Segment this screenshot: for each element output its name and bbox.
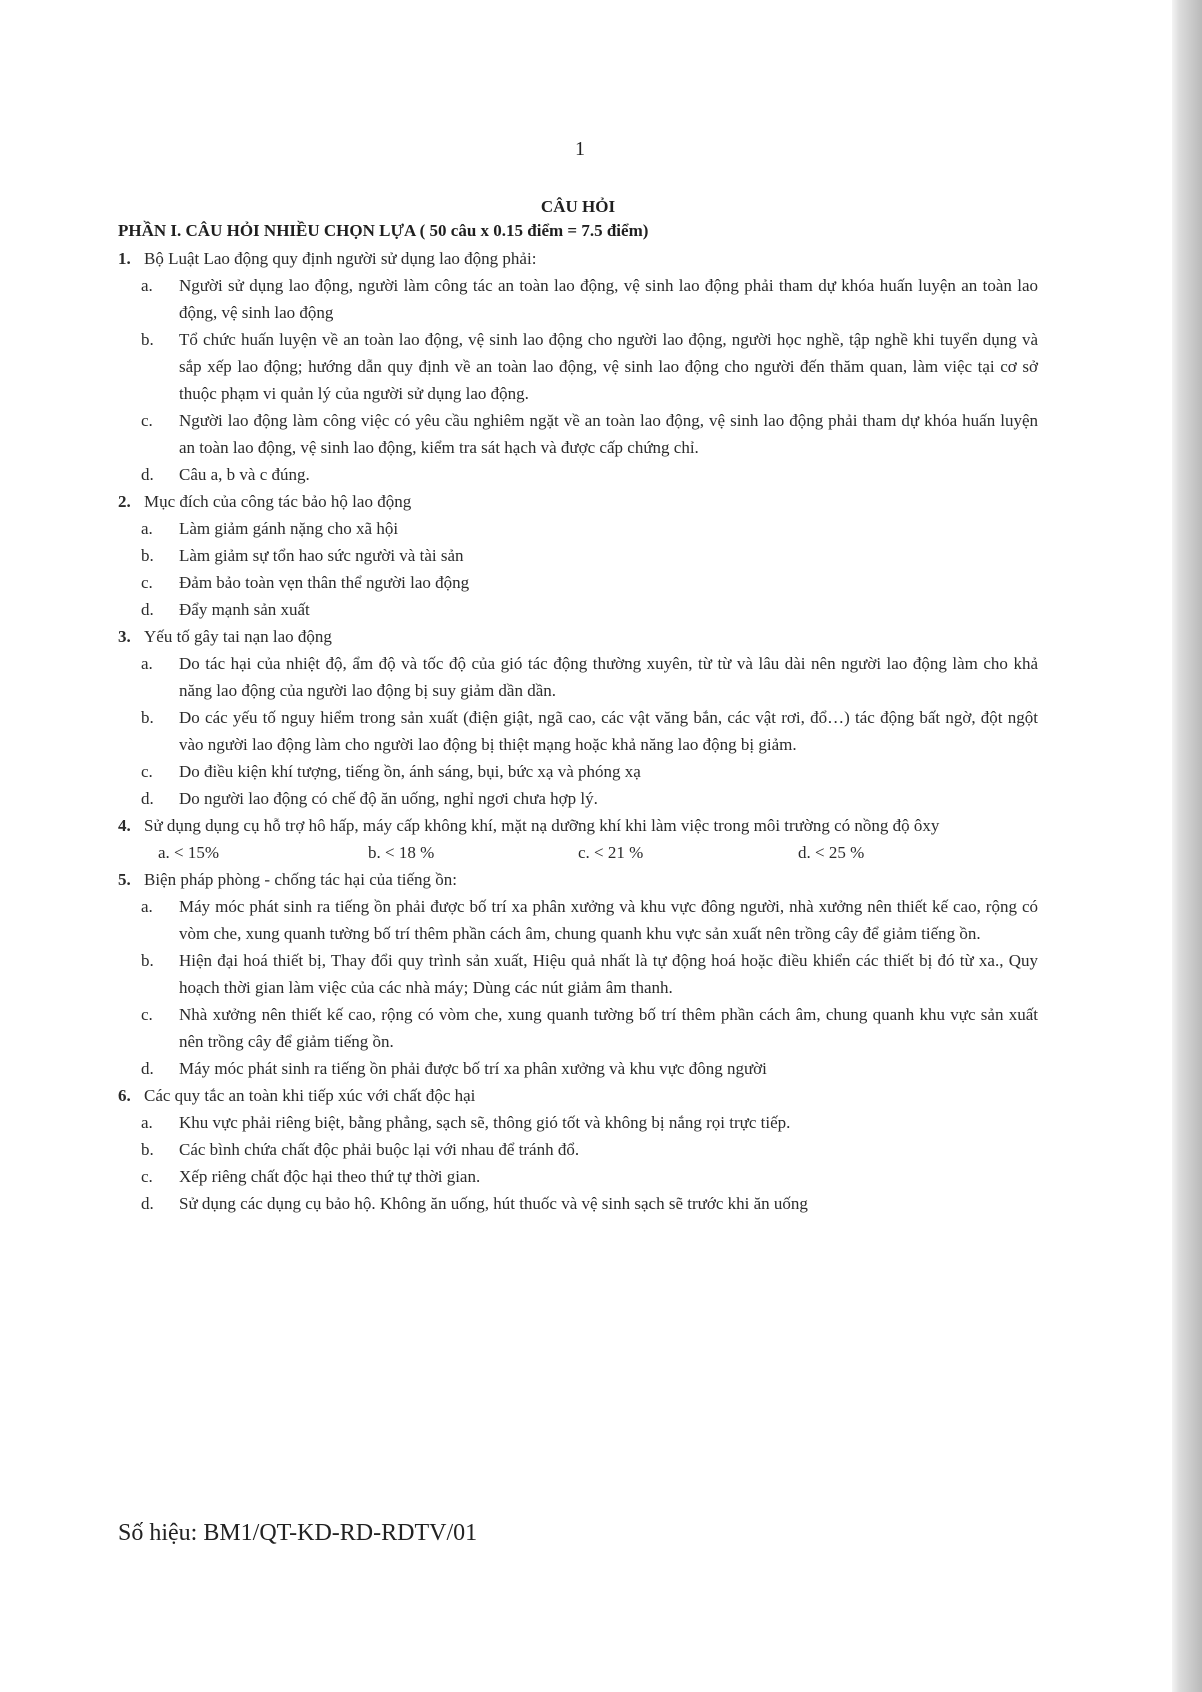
question-text: Mục đích của công tác bảo hộ lao động [144,492,412,511]
option-letter: a. [141,519,153,538]
option-text: Đảm bảo toàn vẹn thân thể người lao động [179,573,470,592]
option-text: Sử dụng các dụng cụ bảo hộ. Không ăn uống, hút thuốc và vệ sinh sạch sẽ trước khi ăn uống [179,1194,808,1213]
question-block [118,488,1038,623]
answer-option [138,785,1038,812]
answer-option [138,326,1038,407]
answer-option [138,515,1038,542]
question-number: 4. [118,816,131,835]
page-title: CÂU HỎI [540,197,616,216]
question-stem [118,1082,1038,1109]
answer-option [138,1163,1038,1190]
answer-option: b. < 18 % [368,843,435,862]
answer-option [138,947,1038,1001]
answer-option [138,1190,1038,1217]
option-text: Làm giảm sự tổn hao sức người và tài sản [179,546,464,565]
answer-option [138,569,1038,596]
option-letter: d. [141,1194,154,1213]
option-text: Do người lao động có chế độ ăn uống, nghỉ ngơi chưa hợp lý. [179,789,598,808]
option-letter: c. [141,573,153,592]
answer-option: c. < 21 % [578,843,644,862]
answer-option: d. < 25 % [798,843,865,862]
option-text: Do điều kiện khí tượng, tiếng ồn, ánh sáng, bụi, bức xạ và phóng xạ [179,762,641,781]
question-block [118,623,1038,812]
question-text: Biện pháp phòng - chống tác hại của tiếng ồn: [144,870,457,889]
answer-option [138,650,1038,704]
option-text: Đẩy mạnh sản xuất [179,600,310,619]
option-letter: c. [141,762,153,781]
question-stem [118,812,1038,839]
option-text: Máy móc phát sinh ra tiếng ồn phải được bố trí xa phân xưởng và khu vực đông người [179,1059,767,1078]
document-code-footer: Số hiệu: BM1/QT-KD-RD-RDTV/01 [118,1520,478,1546]
option-letter: b. [141,330,154,349]
answer-option [138,1109,1038,1136]
page-number: 1 [575,138,585,160]
question-stem [118,623,1038,650]
option-text: Câu a, b và c đúng. [179,465,310,484]
option-letter: d. [141,465,154,484]
question-block [118,812,1038,866]
section-heading: PHẦN I. CÂU HỎI NHIỀU CHỌN LỰA ( 50 câu x 0.15 điểm = 7.5 điểm) [118,221,649,240]
question-number: 6. [118,1086,131,1105]
answer-option [138,1136,1038,1163]
option-letter: a. [141,1113,153,1132]
option-letter: c. [141,1005,153,1024]
question-number: 3. [118,627,131,646]
question-text: Sử dụng dụng cụ hỗ trợ hô hấp, máy cấp không khí, mặt nạ dưỡng khí khi làm việc trong môi trường có nồng độ ôxy [144,816,940,835]
answer-option [138,272,1038,326]
question-stem [118,245,1038,272]
option-text: Do tác hại của nhiệt độ, ẩm độ và tốc độ của gió tác động thường xuyên, từ từ và lâu dài nên người lao động làm cho khả năng lao động của người lao động bị suy giảm dần dần. [179,654,1038,700]
question-number: 2. [118,492,131,511]
option-text: Khu vực phải riêng biệt, bằng phẳng, sạch sẽ, thông gió tốt và không bị nắng rọi trực tiếp. [179,1113,791,1132]
option-text: Hiện đại hoá thiết bị, Thay đổi quy trình sản xuất, Hiệu quả nhất là tự động hoá hoặc điều khiển các thiết bị đó từ xa., Quy hoạch thời gian làm việc của các nhà máy; Dùng các nút giảm âm thanh. [179,951,1038,997]
question-number: 5. [118,870,131,889]
answer-option: a. < 15% [158,843,220,862]
question-number: 1. [118,249,131,268]
answer-option [138,758,1038,785]
option-text: Các bình chứa chất độc phải buộc lại với nhau để tránh đổ. [179,1140,580,1159]
option-letter: a. [141,276,153,295]
question-block [118,1082,1038,1217]
answer-option [138,704,1038,758]
option-letter: d. [141,1059,154,1078]
option-text: Người lao động làm công việc có yêu cầu nghiêm ngặt về an toàn lao động, vệ sinh lao động phải tham dự khóa huấn luyện an toàn lao động, vệ sinh lao động, kiểm tra sát hạch và được cấp chứng chỉ. [179,411,1038,457]
option-letter: c. [141,1167,153,1186]
question-stem [118,488,1038,515]
option-text: Người sử dụng lao động, người làm công tác an toàn lao động, vệ sinh lao động phải tham dự khóa huấn luyện an toàn lao động, vệ sinh lao động [179,276,1038,322]
option-letter: b. [141,708,154,727]
option-letter: b. [141,951,154,970]
option-letter: c. [141,411,153,430]
option-letter: b. [141,546,154,565]
answer-option [138,461,1038,488]
option-text: Xếp riêng chất độc hại theo thứ tự thời gian. [179,1167,481,1186]
answer-option [138,542,1038,569]
question-text: Yếu tố gây tai nạn lao động [144,627,332,646]
option-letter: b. [141,1140,154,1159]
option-text: Tổ chức huấn luyện về an toàn lao động, vệ sinh lao động cho người lao động, người học nghề, tập nghề khi tuyển dụng và sắp xếp lao động; hướng dẫn quy định về an toàn lao động, vệ sinh lao động cho người đến thăm quan, làm việc tại cơ sở thuộc phạm vi quản lý của người sử dụng lao động. [179,330,1038,403]
inline-answer-options [158,839,1038,866]
option-text: Do các yếu tố nguy hiểm trong sản xuất (điện giật, ngã cao, các vật văng bắn, các vật rơi, đổ…) tác động bất ngờ, đột ngột vào người lao động làm cho người lao động bị thiệt mạng hoặc khả năng lao động bị giảm. [179,708,1038,754]
question-stem [118,866,1038,893]
option-letter: a. [141,654,153,673]
question-block [118,245,1038,488]
answer-option [138,1055,1038,1082]
option-letter: d. [141,600,154,619]
document-body [118,195,1038,1217]
answer-option [138,893,1038,947]
question-block [118,866,1038,1082]
question-text: Các quy tắc an toàn khi tiếp xúc với chất độc hại [144,1086,476,1105]
option-letter: a. [141,897,153,916]
option-text: Nhà xưởng nên thiết kế cao, rộng có vòm che, xung quanh tường bố trí thêm phần cách âm, chung quanh khu vực sản xuất nên trồng cây để giảm tiếng ồn. [179,1005,1038,1051]
scan-edge-shadow [1172,0,1202,1692]
question-text: Bộ Luật Lao động quy định người sử dụng lao động phải: [144,249,537,268]
option-letter: d. [141,789,154,808]
answer-option [138,596,1038,623]
answer-option [138,407,1038,461]
option-text: Máy móc phát sinh ra tiếng ồn phải được bố trí xa phân xưởng và khu vực đông người, nhà xưởng nên thiết kế cao, rộng có vòm che, xung quanh tường bố trí thêm phần cách âm, chung quanh khu vực sản xuất nên trồng cây để giảm tiếng ồn. [179,897,1038,943]
answer-option [138,1001,1038,1055]
option-text: Làm giảm gánh nặng cho xã hội [179,519,399,538]
